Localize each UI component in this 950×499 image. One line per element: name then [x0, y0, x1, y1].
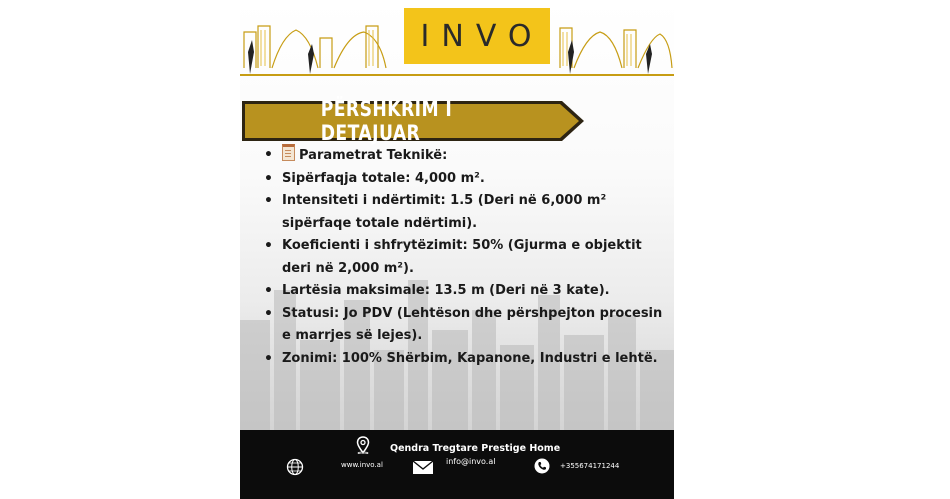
list-item: • Parametrat Teknikë: [260, 144, 670, 168]
clipboard-icon [282, 144, 295, 161]
list-item: • Koeficienti i shfrytëzimit: 50% (Gjurma e objektit deri në 2,000 m²). [260, 235, 670, 280]
phone-icon [534, 458, 550, 474]
website-link[interactable]: www.invo.al [341, 461, 383, 469]
section-title: PËRSHKRIM I DETAJUAR [320, 97, 453, 145]
technical-parameters-list [260, 144, 670, 370]
listing-card [240, 0, 674, 499]
phone-number[interactable]: +355674171244 [560, 462, 620, 470]
location-name: Qendra Tregtare Prestige Home [390, 443, 561, 454]
list-item: • Statusi: Jo PDV (Lehtëson dhe përshpejton procesin e marrjes së lejes). [260, 303, 670, 348]
invo-logo [404, 8, 550, 64]
list-item: • Lartësia maksimale: 13.5 m (Deri në 3 kate). [260, 280, 670, 303]
contact-footer [240, 430, 674, 499]
list-item: • Intensiteti i ndërtimit: 1.5 (Deri në 6,000 m² sipërfaqe totale ndërtimi). [260, 190, 670, 235]
email-link[interactable]: info@invo.al [446, 457, 496, 466]
logo-text: INVO [420, 18, 544, 54]
globe-icon [286, 458, 304, 476]
list-item: • Zonimi: 100% Shërbim, Kapanone, Industri e lehtë. [260, 348, 670, 371]
list-item: • Sipërfaqja totale: 4,000 m². [260, 168, 670, 191]
envelope-icon [412, 460, 434, 475]
location-pin-icon [356, 436, 370, 454]
